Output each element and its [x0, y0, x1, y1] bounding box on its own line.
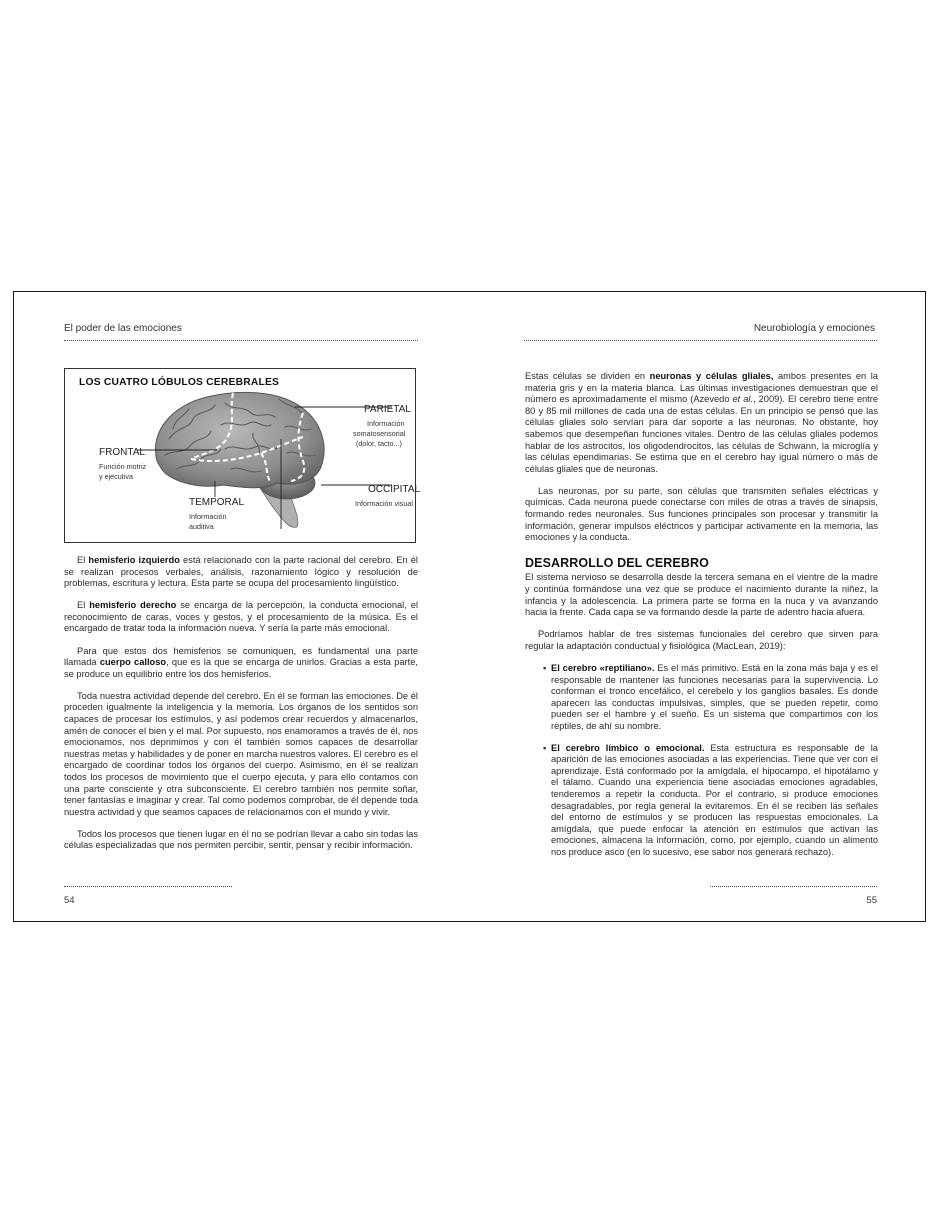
temporal-label: TEMPORAL	[189, 497, 245, 508]
bullet-icon: •	[543, 742, 547, 753]
book-spread	[13, 291, 926, 922]
paragraph: Las neuronas, por su parte, son células que transmiten señales eléctricas y químicas. Cada neurona puede conectarse con miles de otras a través de sinapsis, formando redes neuronales. Sus funciones principales son procesar y transmitir la información, generar impulsos eléctricos y participar activamente en la memoria, las emociones y la conducta.	[525, 485, 878, 543]
parietal-desc-2: somatosensorial	[353, 429, 406, 438]
paragraph: El sistema nervioso se desarrolla desde la tercera semana en el vientre de la madre y continúa formándose una vez que se produce el nacimiento durante la niñez, la infancia y la adolescencia. La primera parte se forma en la nuca y va avanzando hacia la frente. Cada capa se va formando desde la parte de adentro hacia afuera.	[525, 572, 878, 618]
header-rule-right	[524, 340, 877, 341]
frontal-label: FRONTAL	[99, 447, 145, 458]
figure-title: LOS CUATRO LÓBULOS CEREBRALES	[79, 377, 280, 388]
footer-rule-left	[64, 886, 232, 887]
bullet-icon: •	[543, 662, 547, 673]
section-heading: DESARROLLO DEL CEREBRO	[525, 555, 709, 570]
parietal-desc-1: Información	[367, 419, 405, 428]
paragraph: El hemisferio derecho se encarga de la percepción, la conducta emocional, el reconocimiento de caras, voces y gestos, y el procesamiento de la música. Es el encargado de tratar toda la información nueva. Y sería la parte más emocional.	[64, 600, 419, 634]
brain-lobes-figure	[64, 368, 421, 543]
paragraph: Podríamos hablar de tres sistemas funcionales del cerebro que sirven para regular la adaptación conductual y fisiológica (MacLean, 2019):	[525, 629, 878, 651]
page-number-right: 55	[866, 895, 877, 906]
list-item: • El cerebro límbico o emocional. Esta estructura es responsable de la aparición de las emociones asociadas a las experiencias. Tiene que ver con el aprendizaje. Está conformado por la amígdala, el hipocampo, el hipotálamo y el tálamo. Cuando una experiencia tiene asociadas emociones agradables, tenderemos a repetir la conducta. Por el contrario, si produce emociones desagradables, por regla general la evitaremos. En él se reciben las señales del entorno de estímulos y se producen las respuestas emocionales. La amígdala, que puede enfocar la atención en estímulos que activan las emociones, almacena la información, como, por ejemplo, cuando un alimento nos produce asco (en lo sucesivo, ese sabor nos generará rechazo).	[543, 742, 878, 857]
page-number-left: 54	[64, 895, 75, 906]
temporal-desc-1: Información	[189, 512, 227, 521]
parietal-desc-3: (dolor, tacto...)	[356, 439, 402, 448]
running-head-right: Neurobiología y emociones	[753, 323, 875, 334]
frontal-desc-1: Función motriz	[99, 462, 147, 471]
paragraph: Toda nuestra actividad depende del cerebro. En él se forman las emociones. De él proceden igualmente la inteligencia y la memoria. Los órganos de los sentidos son capaces de procesar los estímulos, y así podemos crear recuerdos y almacenarlos, amén de conocer el bien y el mal. Por supuesto, nos enamoramos a través de él, nos emocionamos, nos deprimimos y con él también somos capaces de desarrollar nuestras metas y habilidades y de poner en marcha nuestros valores. El cerebro es el encargado de coordinar todos los órganos del cuerpo. Asimismo, en él se realizan todos los procesos de movimiento que el cuerpo ejecuta, y para ello contamos con una parte consciente y otra subconsciente. El cerebro también nos permite soñar, tener fantasías e imaginar y crear. Tal como podemos comprobar, de él depende toda nuestra actividad y que seamos capaces de relacionarnos con el mundo y vivir.	[64, 690, 418, 817]
list-item: • El cerebro «reptiliano». Es el más primitivo. Está en la zona más baja y es el responsable de mantener las funciones necesarias para la supervivencia. Lo conforman el tronco encefálico, el cerebelo y los ganglios basales. Es donde aparecen las conductas impulsivas, simples, que se pueden repetir, como pueden ser el hambre y el sueño. Es un sistema que compartimos con los reptiles, de ahí su nombre.	[543, 662, 878, 731]
parietal-label: PARIETAL	[364, 404, 411, 415]
paragraph: Todos los procesos que tienen lugar en él no se podrían llevar a cabo sin todas las células especializadas que nos permiten percibir, sentir, pensar y recibir información.	[64, 828, 418, 851]
header-rule-left	[64, 340, 418, 341]
temporal-desc-2: auditiva	[189, 522, 214, 531]
running-head-left: El poder de las emociones	[64, 323, 182, 334]
paragraph: Estas células se dividen en neuronas y células gliales, ambos presentes en la materia gris y en la materia blanca. Las últimas investigaciones demuestran que el número es aproximadamente el mismo (Azevedo et al., 2009). El cerebro tiene entre 80 y 85 mil millones de cada una de estas células. En un principio se pensó que las células gliales solo servían para dar soporte a las neuronas. No obstante, hoy sabemos que desempeñan funciones vitales. Dentro de las células gliales podemos hablar de los astrocitos, los oligodendrocitos, las células de Schwann, la microglía y las células ependimarias. Se estima que en el cerebro hay igual número o más de células gliales que de neuronas.	[525, 371, 879, 474]
frontal-desc-2: y ejecutiva	[99, 472, 133, 481]
left-column	[64, 555, 418, 863]
footer-rule-right	[710, 886, 877, 887]
paragraph: El hemisferio izquierdo está relacionado con la parte racional del cerebro. En él se realizan procesos verbales, análisis, razonamiento lógico y resolución de problemas, escritura y lectura. Esta parte se ocupa del procesamiento lingüístico.	[64, 555, 418, 589]
occipital-desc: Información visual	[355, 499, 413, 508]
right-column	[525, 371, 878, 868]
paragraph: Para que estos dos hemisferios se comuniquen, es fundamental una parte llamada cuerpo calloso, que es la que se encarga de unirlos. Gracias a esta parte, se produce un equilibrio entre los dos hemisferios.	[64, 645, 418, 679]
brain-systems-list	[525, 663, 878, 859]
occipital-label: OCCIPITAL	[368, 484, 421, 495]
